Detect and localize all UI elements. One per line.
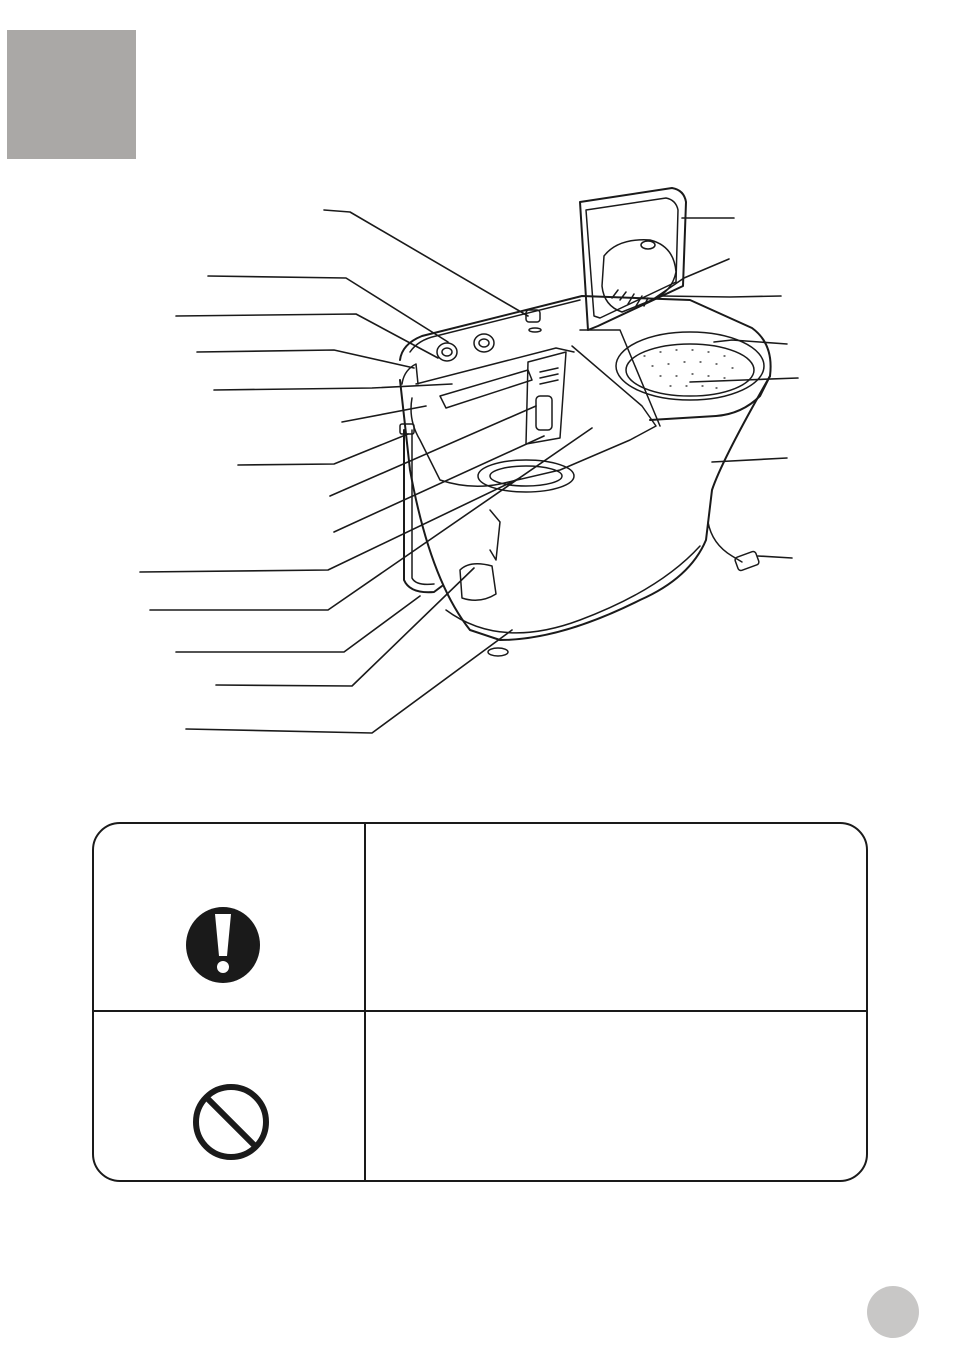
callout-line-4 <box>197 350 414 368</box>
callout-line-14 <box>186 630 512 733</box>
callout-line-17 <box>662 296 781 297</box>
symbol-row-prohibited <box>94 1012 866 1182</box>
callout-line-11 <box>150 428 592 610</box>
machine-body <box>400 376 770 656</box>
washing-machine-diagram <box>0 180 954 760</box>
section-header-block <box>7 30 136 159</box>
callout-line-21 <box>758 556 792 558</box>
callout-line-12 <box>176 596 420 652</box>
exclamation-icon <box>94 824 364 1010</box>
callout-line-5 <box>214 384 452 390</box>
page-number-dot <box>867 1286 919 1338</box>
callout-line-7 <box>238 434 408 465</box>
prohibition-icon <box>94 1012 364 1182</box>
callout-line-2 <box>208 276 448 342</box>
symbol-row-mandatory <box>94 824 866 1012</box>
callout-line-19 <box>690 378 798 382</box>
indicator-panel <box>440 370 532 408</box>
page-number <box>867 1286 919 1338</box>
spin-tub-holes <box>644 350 733 388</box>
spin-tub-cover <box>602 240 676 312</box>
symbol-text-cell <box>366 824 866 1010</box>
callout-line-1 <box>324 210 528 316</box>
symbol-table <box>92 822 868 1182</box>
callout-lines <box>140 210 798 733</box>
control-knobs <box>437 310 541 361</box>
lid <box>580 188 686 330</box>
symbol-icon-cell <box>94 1012 364 1182</box>
wash-tub <box>411 346 656 492</box>
callout-line-20 <box>712 458 787 462</box>
lint-filter <box>526 352 566 444</box>
callout-line-13 <box>216 568 474 686</box>
callout-line-10 <box>140 478 520 572</box>
section-header-fill <box>7 30 136 159</box>
symbol-text-cell <box>366 1012 866 1182</box>
callout-line-6 <box>342 406 426 422</box>
symbol-icon-cell <box>94 824 364 1010</box>
callout-line-18 <box>714 340 787 344</box>
